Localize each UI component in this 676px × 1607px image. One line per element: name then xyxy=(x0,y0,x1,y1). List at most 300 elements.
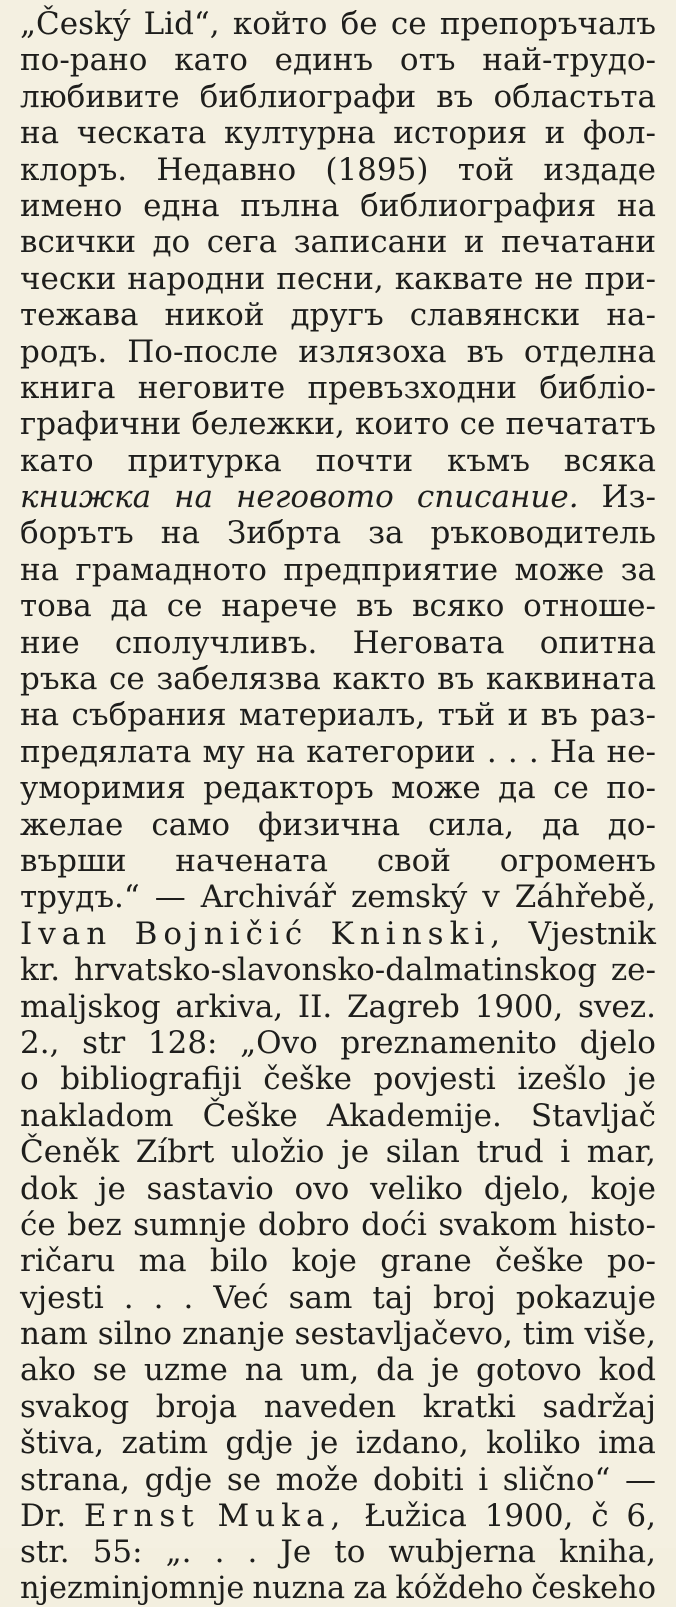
word: Ivan xyxy=(20,915,113,952)
text-line xyxy=(20,261,656,297)
word: Dr. xyxy=(20,1498,67,1535)
word: ръка xyxy=(20,661,98,698)
word: библиографи xyxy=(199,78,417,115)
text-line xyxy=(20,1462,656,1498)
word: никой xyxy=(164,297,265,334)
text-line xyxy=(20,1061,656,1097)
word: библиография xyxy=(360,187,597,224)
word: veliko xyxy=(369,1170,464,1207)
word: Archivář xyxy=(200,879,336,916)
text-line xyxy=(20,734,656,770)
word: može xyxy=(275,1461,359,1498)
text-line xyxy=(20,1498,656,1534)
text-line xyxy=(20,1534,656,1570)
word: str xyxy=(82,1024,126,1061)
word: uzme xyxy=(143,1352,228,1389)
word: (1895) xyxy=(325,151,429,188)
word: почти xyxy=(315,442,414,479)
text-line xyxy=(20,334,656,370)
word: излязоха xyxy=(298,333,447,370)
word: да xyxy=(110,588,149,625)
word: svakom xyxy=(438,1206,558,1243)
word: на xyxy=(160,515,200,552)
word: naveden xyxy=(263,1388,397,1425)
word: 128: xyxy=(147,1024,218,1061)
word: Vjestnik xyxy=(528,915,656,952)
word: više, xyxy=(584,1316,656,1353)
word: Zagreb xyxy=(346,988,460,1025)
word: се xyxy=(109,661,145,698)
word: češke xyxy=(263,1061,352,1098)
text-line xyxy=(20,443,656,479)
word: история xyxy=(393,115,528,152)
word: njezminjomnje xyxy=(20,1570,245,1606)
word: имено xyxy=(20,187,123,224)
word: му xyxy=(202,733,245,770)
word: любивите xyxy=(20,78,180,115)
word: nuzna xyxy=(252,1570,346,1606)
word: сила, xyxy=(428,806,515,843)
word: . xyxy=(486,733,497,770)
word: izešlo xyxy=(517,1061,607,1098)
word: je xyxy=(627,1061,656,1098)
word: „Český xyxy=(20,6,131,42)
word: за xyxy=(620,551,656,588)
word: dobiti xyxy=(373,1461,464,1498)
word: bibliografiji xyxy=(60,1061,242,1098)
word: сполучливъ. xyxy=(114,624,318,661)
text-line xyxy=(20,370,656,406)
word: Недавно xyxy=(156,151,297,188)
word: . xyxy=(507,733,518,770)
text-line xyxy=(20,1025,656,1061)
text-line xyxy=(20,115,656,151)
word: — xyxy=(624,1461,656,1498)
word: koje xyxy=(291,1243,357,1280)
word: предприятие xyxy=(283,551,499,588)
word: je xyxy=(310,1425,339,1462)
word: каквината xyxy=(485,661,656,698)
word: Češke xyxy=(202,1097,298,1134)
text-line xyxy=(20,152,656,188)
word: въ xyxy=(437,661,475,698)
text-line xyxy=(20,515,656,551)
word: sastavio xyxy=(146,1170,274,1207)
word: родъ. xyxy=(20,333,108,370)
word: nam xyxy=(20,1316,88,1353)
text-line xyxy=(20,1280,656,1316)
word: kratki xyxy=(422,1388,516,1425)
word: чески xyxy=(20,260,117,297)
word: като xyxy=(174,42,248,79)
word: борътъ xyxy=(20,515,134,552)
word: фол- xyxy=(582,115,656,152)
word: je xyxy=(431,1352,460,1389)
word: се xyxy=(390,6,427,42)
word: като xyxy=(20,442,94,479)
word: неговото xyxy=(235,479,394,516)
word: на- xyxy=(606,297,656,334)
text-column xyxy=(20,6,656,1607)
word: По-после xyxy=(127,333,279,370)
word: отделна xyxy=(523,333,656,370)
word: бележки, xyxy=(191,406,345,443)
word: hrvatsko-slavonsko-dalmatinskog xyxy=(73,952,597,989)
word: библіо- xyxy=(539,369,656,406)
word: тежава xyxy=(20,297,139,334)
text-line xyxy=(20,807,656,843)
word: ze- xyxy=(610,952,656,989)
word: препоръчалъ xyxy=(439,6,656,42)
word: gdje xyxy=(144,1461,213,1498)
text-line xyxy=(20,188,656,224)
word: само xyxy=(151,806,230,843)
word: kod xyxy=(598,1352,656,1389)
word: sadržaj xyxy=(542,1388,656,1425)
word: върши xyxy=(20,842,127,879)
word: zemský xyxy=(350,879,468,916)
word: може xyxy=(391,770,481,807)
word: превъзходни xyxy=(307,369,517,406)
word: Je xyxy=(280,1534,312,1571)
word: Muka, xyxy=(217,1498,347,1535)
text-line xyxy=(20,6,656,42)
word: и xyxy=(544,115,566,152)
word: огроменъ xyxy=(499,842,656,879)
word: gotovo xyxy=(476,1352,582,1389)
word: histo- xyxy=(568,1206,656,1243)
word: Из- xyxy=(601,479,656,516)
word: tim xyxy=(522,1316,575,1353)
word: не- xyxy=(606,733,656,770)
word: . xyxy=(214,1534,225,1571)
word: 2., xyxy=(20,1024,60,1061)
word: всяка xyxy=(563,442,656,479)
text-line xyxy=(20,1352,656,1388)
word: sumnje xyxy=(133,1206,247,1243)
word: č xyxy=(591,1498,609,1535)
word: на xyxy=(20,551,60,588)
word: другъ xyxy=(290,297,384,334)
word: раз- xyxy=(590,697,656,734)
word: je xyxy=(97,1170,126,1207)
word: ческата xyxy=(76,115,207,152)
word: . xyxy=(183,1279,194,1316)
word: трудъ.“ xyxy=(20,879,140,916)
word: На xyxy=(549,733,596,770)
word: сега xyxy=(206,224,278,261)
word: се xyxy=(459,406,496,443)
word: trud xyxy=(476,1134,544,1171)
word: може xyxy=(514,551,605,588)
text-line xyxy=(20,1134,656,1170)
text-line xyxy=(20,297,656,333)
text-line xyxy=(20,1098,656,1134)
word: ima xyxy=(598,1425,656,1462)
word: въ xyxy=(356,588,394,625)
word: до- xyxy=(607,806,656,843)
word: въ xyxy=(540,697,578,734)
word: една xyxy=(143,187,220,224)
text-line xyxy=(20,843,656,879)
word: се xyxy=(553,770,589,807)
word: mar, xyxy=(586,1134,656,1171)
word: и xyxy=(463,224,485,261)
word: желае xyxy=(20,806,124,843)
word: неговите xyxy=(137,369,286,406)
word: Zíbrt xyxy=(135,1134,215,1171)
word: se xyxy=(92,1352,128,1389)
word: материалъ, xyxy=(238,697,426,734)
word: 1900, xyxy=(474,988,564,1025)
word: kóždeho xyxy=(395,1570,524,1606)
word: kniha, xyxy=(559,1534,656,1571)
word: на xyxy=(174,479,214,516)
text-line xyxy=(20,552,656,588)
word: най-трудо- xyxy=(482,42,656,79)
word: maljskog xyxy=(20,988,161,1025)
word: bez xyxy=(67,1206,122,1243)
word: за xyxy=(368,515,404,552)
word: въ xyxy=(436,78,474,115)
word: той xyxy=(457,151,515,188)
word: физична xyxy=(257,806,401,843)
word: книжка xyxy=(20,479,152,516)
word: češke xyxy=(494,1243,584,1280)
word: bilo xyxy=(209,1243,269,1280)
word: както xyxy=(332,661,426,698)
word: broja xyxy=(155,1388,238,1425)
word: на xyxy=(20,697,60,734)
word: каквате xyxy=(394,260,524,297)
text-line xyxy=(20,406,656,442)
word: всяко xyxy=(412,588,505,625)
word: će xyxy=(20,1206,56,1243)
word: списание. xyxy=(416,479,579,516)
word: отноше- xyxy=(523,588,656,625)
word: който xyxy=(232,6,328,42)
word: записани xyxy=(293,224,448,261)
word: славянски xyxy=(409,297,581,334)
word: ovo xyxy=(294,1170,350,1207)
word: печататъ xyxy=(505,406,656,443)
word: Lid“, xyxy=(143,6,220,42)
word: ръководитель xyxy=(430,515,656,552)
word: zatim xyxy=(121,1425,209,1462)
text-line xyxy=(20,770,656,806)
word: štiva, xyxy=(20,1425,105,1462)
word: gdje xyxy=(225,1425,294,1462)
word: Неговата xyxy=(352,624,505,661)
word: това xyxy=(20,588,92,625)
word: ričaru xyxy=(20,1243,116,1280)
word: 6, xyxy=(626,1498,656,1535)
word: — xyxy=(154,879,186,916)
word: . xyxy=(153,1279,164,1316)
word: . xyxy=(247,1534,258,1571)
word: vjesti xyxy=(20,1279,104,1316)
word: книга xyxy=(20,369,116,406)
word: Зибрта xyxy=(226,515,342,552)
text-line xyxy=(20,1316,656,1352)
word: „. xyxy=(165,1534,192,1571)
word: пълна xyxy=(240,187,340,224)
word: бе xyxy=(340,6,378,42)
word: клоръ. xyxy=(20,151,128,188)
text-line xyxy=(20,879,656,915)
word: grane xyxy=(380,1243,472,1280)
text-line xyxy=(20,952,656,988)
word: ma xyxy=(138,1243,187,1280)
word: всички xyxy=(20,224,137,261)
word: по-рано xyxy=(20,42,148,79)
word: нарече xyxy=(221,588,338,625)
text-line xyxy=(20,224,656,260)
word: на xyxy=(616,187,656,224)
word: ako xyxy=(20,1352,76,1389)
word: „Ovo xyxy=(240,1024,318,1061)
word: znanje xyxy=(181,1316,285,1353)
text-line xyxy=(20,661,656,697)
text-line xyxy=(20,1171,656,1207)
word: po- xyxy=(607,1243,656,1280)
word: Stavljač xyxy=(530,1097,656,1134)
word: strana, xyxy=(20,1461,130,1498)
word: до xyxy=(152,224,191,261)
word: свой xyxy=(376,842,451,879)
text-line xyxy=(20,1571,656,1607)
word: um, xyxy=(300,1352,360,1389)
word: на xyxy=(255,733,296,770)
word: събрания xyxy=(71,697,227,734)
word: отъ xyxy=(399,42,456,79)
word: Ernst xyxy=(83,1498,200,1535)
word: графични xyxy=(20,406,182,443)
word: се xyxy=(166,588,203,625)
text-line xyxy=(20,1389,656,1425)
word: broj xyxy=(432,1279,496,1316)
word: izdano, xyxy=(355,1425,469,1462)
word: . xyxy=(528,733,539,770)
word: nakladom xyxy=(20,1097,174,1134)
word: Već xyxy=(213,1279,269,1316)
word: областьта xyxy=(493,78,656,115)
word: 55: xyxy=(92,1534,143,1571)
word: не xyxy=(534,260,574,297)
word: забелязва xyxy=(156,661,321,698)
word: уморимия xyxy=(20,770,186,807)
word: djelo, xyxy=(483,1170,570,1207)
text-line xyxy=(20,1207,656,1243)
word: тъй xyxy=(437,697,496,734)
text-line xyxy=(20,916,656,952)
word: народни xyxy=(127,260,266,297)
word: при- xyxy=(584,260,656,297)
word: uložio xyxy=(231,1134,325,1171)
word: silno xyxy=(97,1316,173,1353)
word: предялата xyxy=(20,733,192,770)
word: и xyxy=(507,697,529,734)
word: djelo xyxy=(579,1024,656,1061)
word: da xyxy=(376,1352,415,1389)
word: по- xyxy=(606,770,656,807)
word: 1900, xyxy=(484,1498,574,1535)
word: въ xyxy=(466,333,504,370)
word: dobro xyxy=(257,1206,350,1243)
word: на xyxy=(20,115,60,152)
word: да xyxy=(542,806,580,843)
word: категории xyxy=(306,733,476,770)
word: . xyxy=(123,1279,134,1316)
word: dok xyxy=(20,1170,78,1207)
word: i xyxy=(478,1461,489,1498)
word: Akademije. xyxy=(326,1097,502,1134)
text-line xyxy=(20,989,656,1025)
word: къмъ xyxy=(447,442,530,479)
word: песни, xyxy=(276,260,384,297)
text-line xyxy=(20,479,656,515)
word: които xyxy=(355,406,450,443)
word: wubjerna xyxy=(388,1534,536,1571)
text-line xyxy=(20,42,656,78)
word: да xyxy=(498,770,536,807)
word: Łužica xyxy=(364,1498,467,1535)
word: to xyxy=(334,1534,366,1571)
word: na xyxy=(244,1352,284,1389)
word: редакторъ xyxy=(203,770,374,807)
text-line xyxy=(20,697,656,733)
word: koje xyxy=(590,1170,656,1207)
word: опитна xyxy=(539,624,656,661)
word: se xyxy=(226,1461,262,1498)
word: начената xyxy=(175,842,329,879)
word: slično“ xyxy=(502,1461,611,1498)
word: издаде xyxy=(543,151,656,188)
word: za xyxy=(353,1570,388,1606)
word: koliko xyxy=(486,1425,581,1462)
word: Bojničić xyxy=(134,915,309,952)
word: печатани xyxy=(501,224,656,261)
word: preznamenito xyxy=(340,1024,557,1061)
word: sam xyxy=(288,1279,353,1316)
word: културна xyxy=(223,115,376,152)
word: arkiva, xyxy=(175,988,284,1025)
word: ние xyxy=(20,624,80,661)
word: svakog xyxy=(20,1388,130,1425)
word: doći xyxy=(361,1206,427,1243)
text-line xyxy=(20,1243,656,1279)
word: sestavljačevo, xyxy=(294,1316,513,1353)
word: i xyxy=(560,1134,571,1171)
word: Čeněk xyxy=(20,1134,120,1171)
word: str. xyxy=(20,1534,70,1571)
word: pokazuje xyxy=(515,1279,656,1316)
word: kr. xyxy=(20,952,61,989)
word: Kninski, xyxy=(330,915,507,952)
word: притурка xyxy=(127,442,282,479)
text-line xyxy=(20,588,656,624)
word: v xyxy=(482,879,500,916)
text-line xyxy=(20,625,656,661)
word: taj xyxy=(372,1279,413,1316)
word: Záhřebě, xyxy=(514,879,656,916)
text-line xyxy=(20,79,656,115)
word: českeho xyxy=(531,1570,656,1606)
word: silan xyxy=(385,1134,460,1171)
word: II. xyxy=(297,988,333,1025)
text-line xyxy=(20,1425,656,1461)
word: o xyxy=(20,1061,39,1098)
